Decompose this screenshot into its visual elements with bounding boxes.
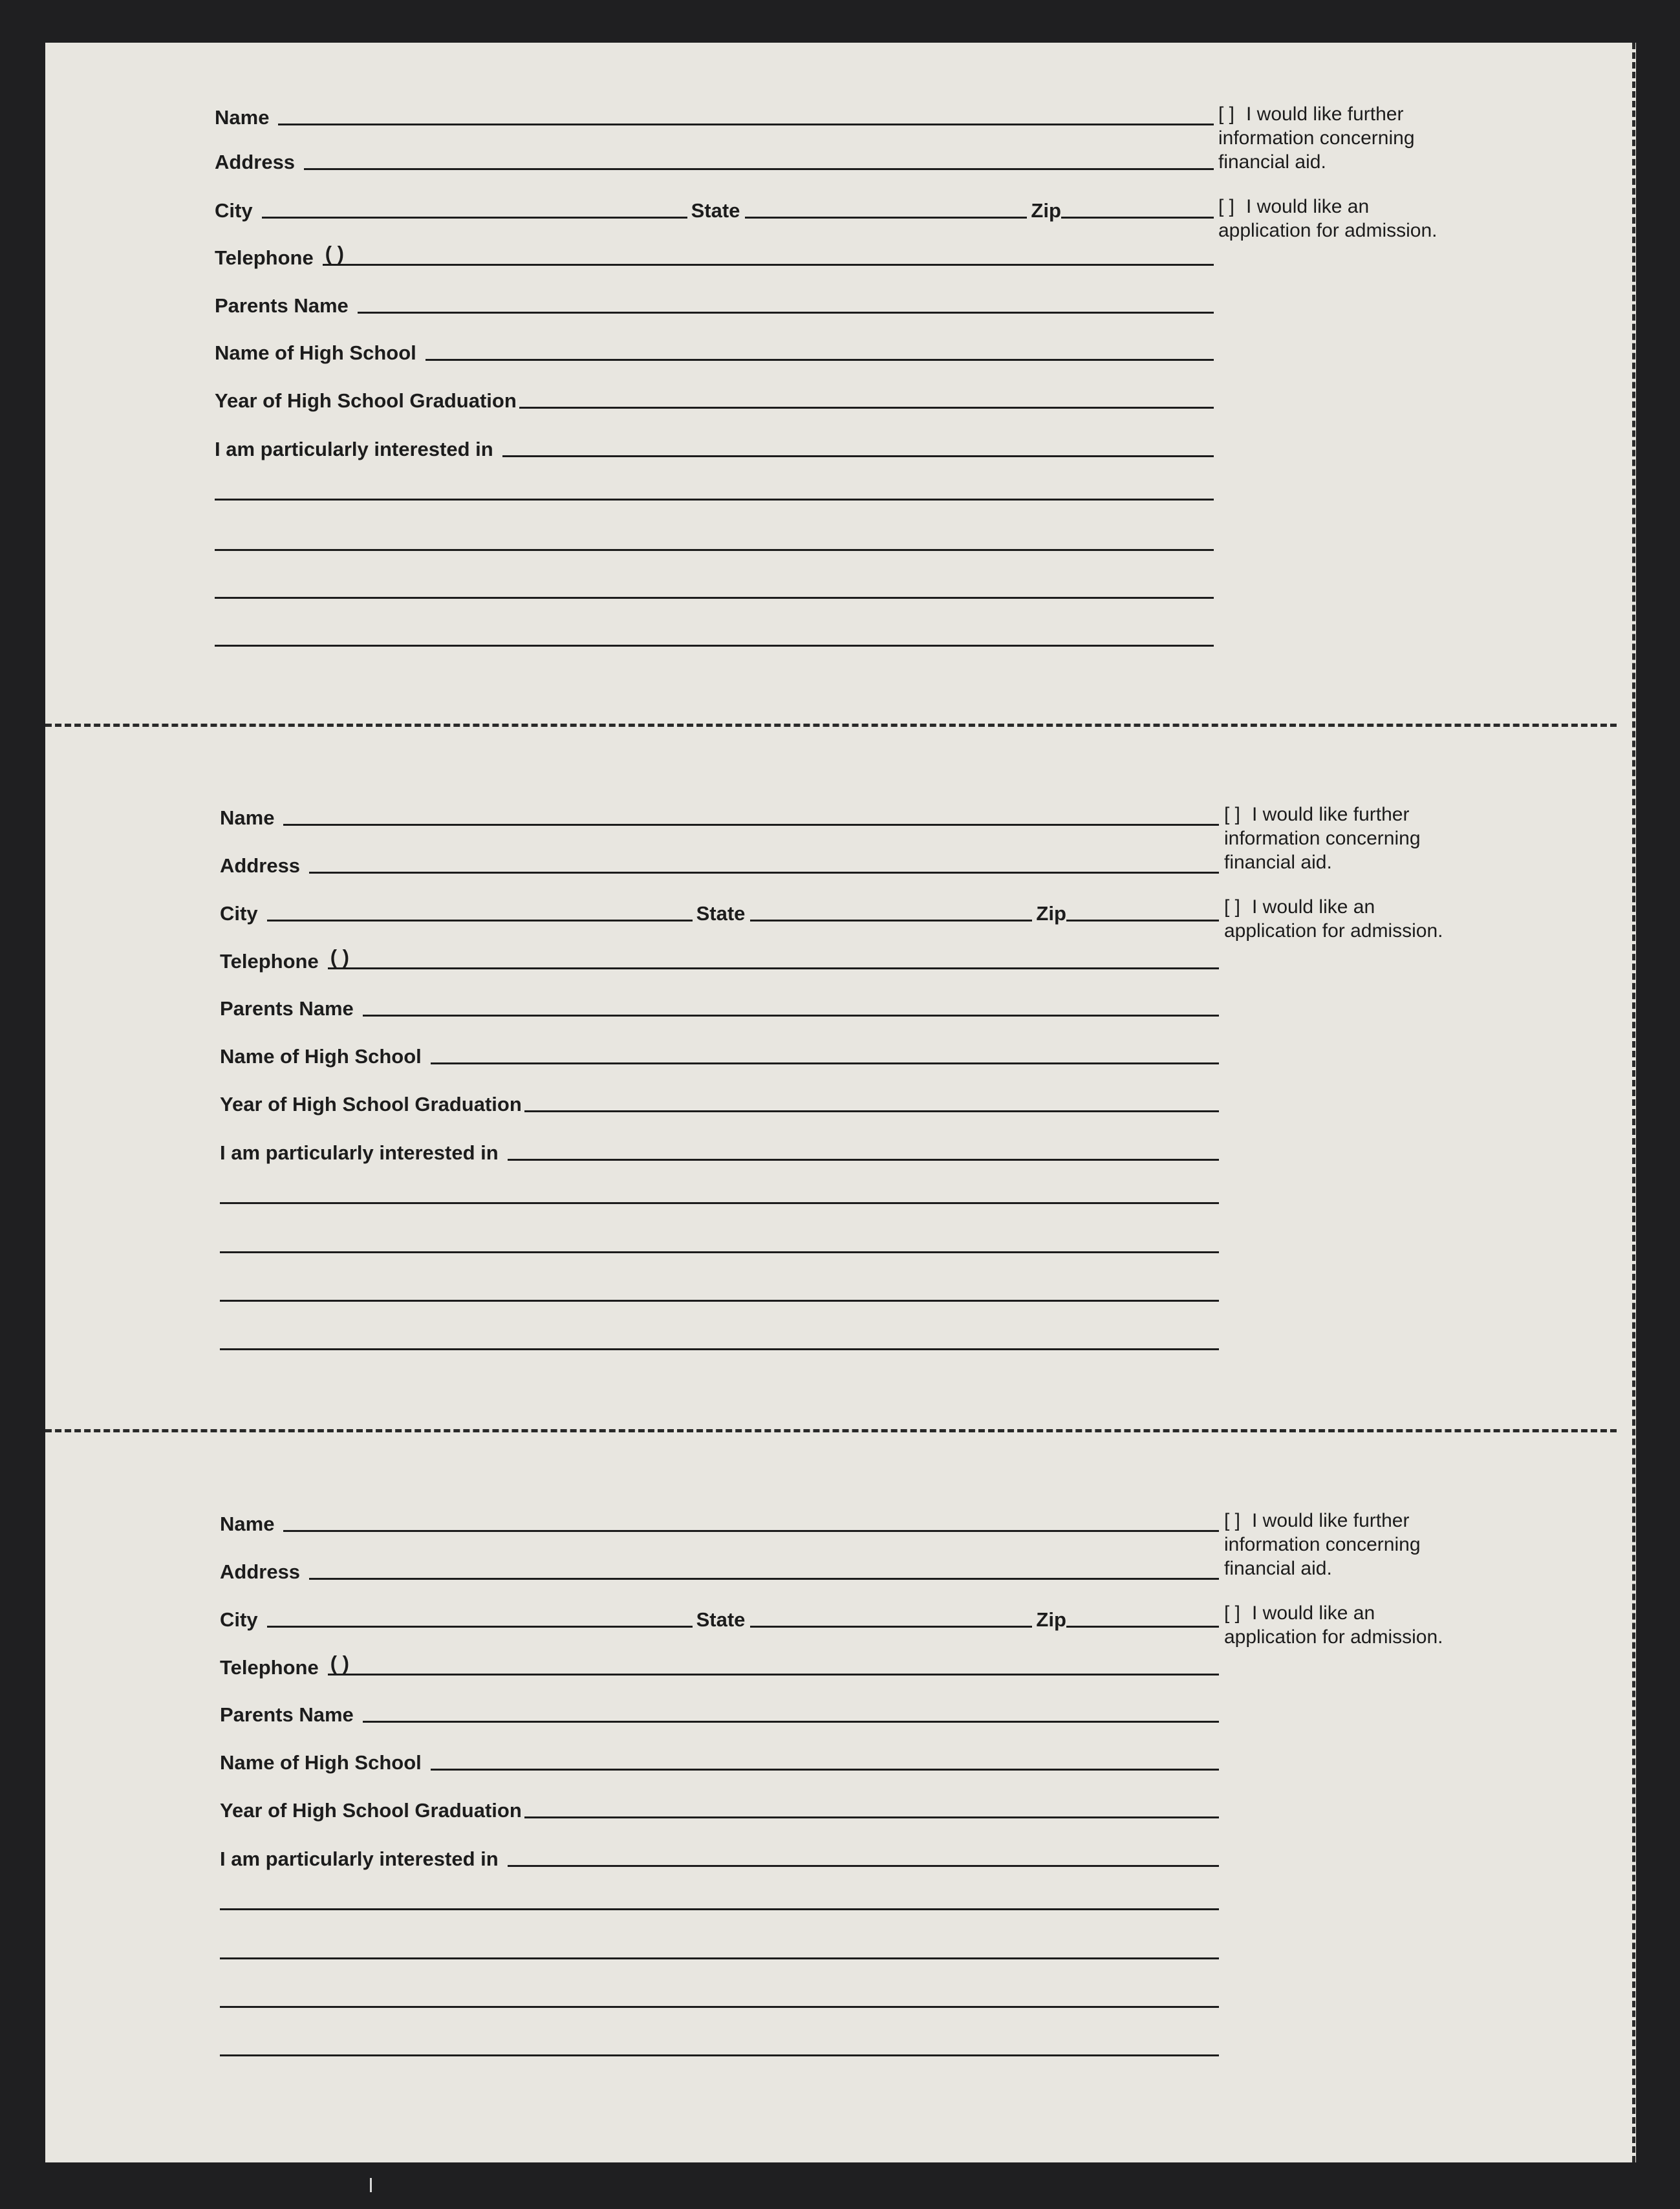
application-option[interactable]	[1218, 195, 1451, 242]
interest-blank-line[interactable]	[215, 499, 1214, 501]
name-row	[220, 1498, 1219, 1537]
area-code-parens: ( )	[330, 1652, 349, 1674]
address-label: Address	[220, 854, 301, 877]
high-school-row	[220, 1737, 1219, 1776]
financial-aid-option[interactable]	[1218, 102, 1451, 174]
interest-field[interactable]	[508, 1159, 1219, 1161]
city-state-zip-row	[220, 1594, 1219, 1633]
financial-aid-option[interactable]	[1224, 803, 1457, 874]
telephone-row	[220, 1642, 1219, 1681]
interest-blank-line[interactable]	[220, 1300, 1219, 1302]
state-label: State	[696, 1608, 746, 1631]
telephone-field[interactable]	[323, 242, 1214, 266]
zip-label: Zip	[1036, 902, 1066, 925]
checkbox[interactable]: [ ]	[1218, 196, 1235, 217]
interest-blank-line[interactable]	[220, 1908, 1219, 1910]
name-label: Name	[220, 1513, 275, 1535]
graduation-label: Year of High School Graduation	[215, 389, 517, 412]
area-code-parens: ( )	[325, 242, 344, 264]
parents-field[interactable]	[358, 312, 1214, 314]
zip-field[interactable]	[1061, 217, 1214, 219]
state-label: State	[691, 199, 740, 222]
city-field[interactable]	[267, 1626, 693, 1628]
parents-row	[220, 983, 1219, 1022]
interest-blank-line[interactable]	[220, 1348, 1219, 1350]
telephone-label: Telephone	[215, 246, 314, 269]
high-school-row	[220, 1031, 1219, 1070]
city-field[interactable]	[262, 217, 687, 219]
graduation-row	[220, 1785, 1219, 1824]
telephone-label: Telephone	[220, 950, 319, 973]
interest-field[interactable]	[502, 455, 1214, 457]
interest-row	[220, 1127, 1219, 1166]
city-label: City	[220, 1608, 258, 1631]
interest-blank-line[interactable]	[215, 597, 1214, 599]
high-school-field[interactable]	[431, 1769, 1219, 1771]
financial-aid-text: I would like further information concerning financial aid.	[1218, 103, 1415, 173]
zip-label: Zip	[1036, 1608, 1066, 1631]
address-row	[215, 136, 1214, 175]
city-label: City	[215, 199, 253, 222]
high-school-row	[215, 327, 1214, 366]
parents-label: Parents Name	[220, 997, 354, 1020]
parents-label: Parents Name	[215, 294, 349, 317]
area-code-parens: ( )	[330, 945, 349, 968]
interest-blank-line[interactable]	[220, 1202, 1219, 1204]
checkbox[interactable]: [ ]	[1224, 1510, 1241, 1531]
graduation-label: Year of High School Graduation	[220, 1799, 522, 1822]
edge-mark	[370, 2178, 372, 2192]
interest-blank-line[interactable]	[220, 1957, 1219, 1959]
address-field[interactable]	[309, 1578, 1219, 1580]
financial-aid-text: I would like further information concerning financial aid.	[1224, 804, 1421, 873]
interest-label: I am particularly interested in	[220, 1848, 499, 1870]
name-label: Name	[215, 106, 270, 129]
telephone-field[interactable]	[328, 1652, 1219, 1676]
city-state-zip-row	[215, 185, 1214, 224]
interest-row	[220, 1833, 1219, 1872]
graduation-field[interactable]	[524, 1110, 1219, 1112]
checkbox[interactable]: [ ]	[1224, 1602, 1241, 1624]
interest-blank-line[interactable]	[220, 1251, 1219, 1253]
address-label: Address	[220, 1560, 301, 1583]
application-text: I would like an application for admission.	[1224, 1602, 1443, 1648]
name-field[interactable]	[278, 124, 1214, 125]
zip-field[interactable]	[1066, 920, 1219, 921]
zip-field[interactable]	[1066, 1626, 1219, 1628]
interest-blank-line[interactable]	[220, 2006, 1219, 2008]
high-school-field[interactable]	[431, 1062, 1219, 1064]
interest-label: I am particularly interested in	[220, 1141, 499, 1164]
graduation-field[interactable]	[524, 1816, 1219, 1818]
graduation-field[interactable]	[519, 407, 1214, 409]
high-school-label: Name of High School	[215, 341, 416, 364]
request-options	[1224, 803, 1457, 964]
paper-sheet	[45, 43, 1636, 2162]
state-field[interactable]	[750, 920, 1032, 921]
application-text: I would like an application for admission.	[1224, 896, 1443, 942]
interest-blank-line[interactable]	[215, 549, 1214, 551]
financial-aid-text: I would like further information concerning financial aid.	[1224, 1510, 1421, 1579]
telephone-label: Telephone	[220, 1656, 319, 1679]
zip-label: Zip	[1031, 199, 1061, 222]
name-row	[220, 792, 1219, 831]
financial-aid-option[interactable]	[1224, 1509, 1457, 1580]
name-label: Name	[220, 806, 275, 829]
checkbox[interactable]: [ ]	[1218, 103, 1235, 125]
request-options	[1224, 1509, 1457, 1670]
city-field[interactable]	[267, 920, 693, 921]
parents-field[interactable]	[363, 1721, 1219, 1723]
city-label: City	[220, 902, 258, 925]
application-option[interactable]	[1224, 1601, 1457, 1649]
state-field[interactable]	[750, 1626, 1032, 1628]
address-field[interactable]	[304, 168, 1214, 170]
high-school-label: Name of High School	[220, 1045, 422, 1068]
address-row	[220, 1546, 1219, 1585]
checkbox[interactable]: [ ]	[1224, 896, 1241, 918]
state-label: State	[696, 902, 746, 925]
high-school-field[interactable]	[425, 359, 1214, 361]
horizontal-cut-line-1	[45, 724, 1617, 727]
address-field[interactable]	[309, 872, 1219, 874]
parents-row	[215, 280, 1214, 319]
horizontal-cut-line-2	[45, 1429, 1617, 1432]
request-options	[1218, 102, 1451, 263]
interest-field[interactable]	[508, 1865, 1219, 1867]
vertical-cut-line	[1632, 43, 1635, 2162]
name-field[interactable]	[283, 824, 1219, 826]
city-state-zip-row	[220, 888, 1219, 927]
high-school-label: Name of High School	[220, 1751, 422, 1774]
application-text: I would like an application for admission.	[1218, 196, 1438, 241]
parents-label: Parents Name	[220, 1703, 354, 1726]
name-row	[215, 92, 1214, 131]
name-field[interactable]	[283, 1530, 1219, 1532]
telephone-field[interactable]	[328, 945, 1219, 969]
interest-label: I am particularly interested in	[215, 438, 493, 460]
graduation-label: Year of High School Graduation	[220, 1093, 522, 1115]
checkbox[interactable]: [ ]	[1224, 804, 1241, 825]
state-field[interactable]	[745, 217, 1027, 219]
graduation-row	[220, 1079, 1219, 1117]
parents-field[interactable]	[363, 1015, 1219, 1017]
application-option[interactable]	[1224, 895, 1457, 943]
interest-blank-line[interactable]	[215, 645, 1214, 647]
telephone-row	[220, 936, 1219, 975]
address-row	[220, 840, 1219, 879]
interest-row	[215, 424, 1214, 462]
interest-blank-line[interactable]	[220, 2054, 1219, 2056]
graduation-row	[215, 375, 1214, 414]
parents-row	[220, 1689, 1219, 1728]
telephone-row	[215, 232, 1214, 271]
address-label: Address	[215, 151, 296, 173]
